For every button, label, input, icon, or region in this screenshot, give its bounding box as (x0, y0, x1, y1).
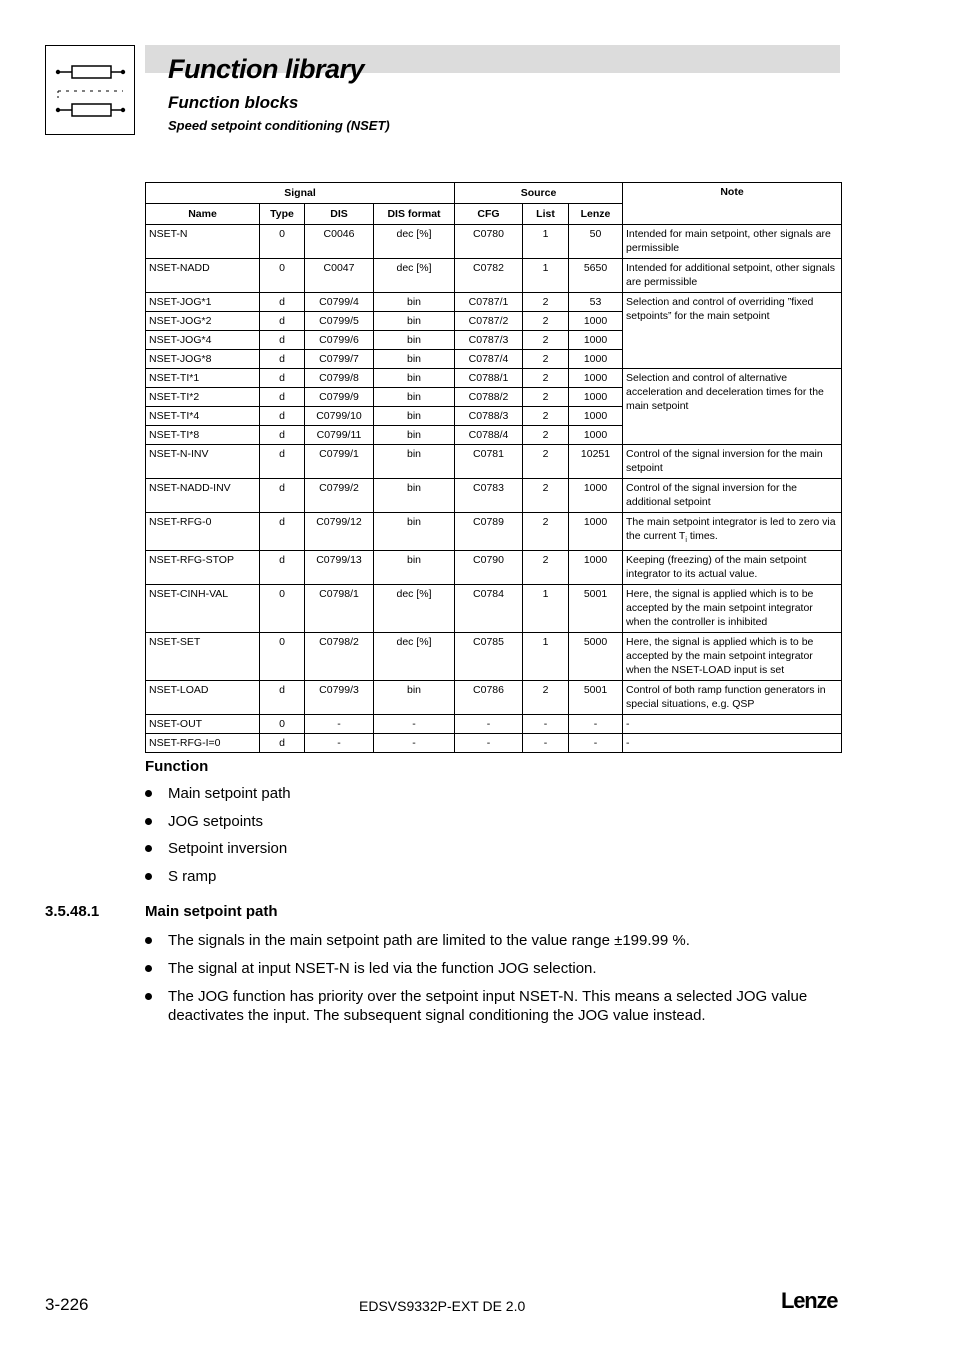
function-heading: Function (145, 758, 209, 775)
cell-list: 2 (523, 331, 569, 350)
main-setpoint-list (145, 931, 815, 1025)
cell-name: NSET-N (146, 225, 260, 259)
header-type: Type (260, 204, 305, 225)
cell-type: d (260, 369, 305, 388)
cell-type: d (260, 479, 305, 513)
table-row (146, 715, 842, 734)
document-id: EDSVS9332P-EXT DE 2.0 (359, 1298, 526, 1314)
header-dis-format: DIS format (374, 204, 455, 225)
header-list: List (523, 204, 569, 225)
cell-dis-format: bin (374, 445, 455, 479)
table-row (146, 369, 842, 388)
cell-note (623, 513, 842, 551)
cell-dis: C0799/4 (305, 293, 374, 312)
cell-list: 2 (523, 445, 569, 479)
cell-list: 2 (523, 681, 569, 715)
cell-lenze: 53 (569, 293, 623, 312)
signal-table (145, 182, 842, 753)
cell-type: d (260, 331, 305, 350)
list-item-text: S ramp (168, 867, 217, 885)
cell-cfg: C0780 (455, 225, 523, 259)
cell-list: 1 (523, 585, 569, 633)
cell-cfg: - (455, 715, 523, 734)
cell-lenze: - (569, 734, 623, 753)
cell-dis: C0799/10 (305, 407, 374, 426)
cell-note: Here, the signal is applied which is to be accepted by the main setpoint integrator when the controller is inhibited (623, 585, 842, 633)
main-setpoint-heading: Main setpoint path (145, 903, 278, 920)
cell-dis-format: bin (374, 312, 455, 331)
cell-list: 2 (523, 551, 569, 585)
cell-dis: C0799/11 (305, 426, 374, 445)
header-lenze: Lenze (569, 204, 623, 225)
cell-dis: C0799/6 (305, 331, 374, 350)
cell-lenze: 5001 (569, 681, 623, 715)
cell-dis-format: bin (374, 479, 455, 513)
list-item (145, 812, 291, 831)
cell-dis: C0799/3 (305, 681, 374, 715)
cell-list: - (523, 734, 569, 753)
table-row (146, 551, 842, 585)
cell-dis-format: bin (374, 369, 455, 388)
cell-list: 2 (523, 513, 569, 551)
header-name: Name (146, 204, 260, 225)
note-text-end: times. (686, 530, 718, 542)
cell-list: - (523, 715, 569, 734)
cell-name: NSET-NADD (146, 259, 260, 293)
brand-logo: Lenze (781, 1288, 838, 1313)
cell-dis: C0799/1 (305, 445, 374, 479)
cell-lenze: - (569, 715, 623, 734)
list-item-text: The signal at input NSET-N is led via the function JOG selection. (168, 960, 597, 977)
cell-type: 0 (260, 225, 305, 259)
cell-dis: C0799/12 (305, 513, 374, 551)
bullet-icon (145, 965, 152, 972)
cell-name: NSET-LOAD (146, 681, 260, 715)
header-note: Note (623, 183, 842, 225)
cell-name: NSET-OUT (146, 715, 260, 734)
cell-name: NSET-JOG*2 (146, 312, 260, 331)
cell-cfg: C0787/1 (455, 293, 523, 312)
cell-dis: C0799/7 (305, 350, 374, 369)
cell-lenze: 1000 (569, 312, 623, 331)
list-item-text: Main setpoint path (168, 785, 291, 802)
table-row (146, 513, 842, 551)
section-number: 3.5.48.1 (45, 903, 100, 920)
cell-dis-format: - (374, 715, 455, 734)
cell-list: 1 (523, 225, 569, 259)
cell-name: NSET-SET (146, 633, 260, 681)
cell-note: Control of the signal inversion for the main setpoint (623, 445, 842, 479)
note-subscript: i (685, 537, 687, 545)
cell-type: d (260, 388, 305, 407)
cell-note: Here, the signal is applied which is to be accepted by the main setpoint integrator when the NSET-LOAD input is set (623, 633, 842, 681)
cell-type: d (260, 734, 305, 753)
cell-dis: C0799/2 (305, 479, 374, 513)
cell-lenze: 1000 (569, 407, 623, 426)
cell-type: 0 (260, 715, 305, 734)
list-item (145, 867, 291, 886)
cell-note: Selection and control of alternative acceleration and deceleration times for the main setpoint (623, 369, 842, 445)
cell-note: Intended for main setpoint, other signals are permissible (623, 225, 842, 259)
cell-dis-format: dec [%] (374, 225, 455, 259)
bullet-icon (145, 790, 152, 797)
bullet-icon (145, 993, 152, 1000)
cell-lenze: 1000 (569, 331, 623, 350)
cell-cfg: C0787/3 (455, 331, 523, 350)
cell-type: d (260, 681, 305, 715)
cell-dis-format: - (374, 734, 455, 753)
page-title: Function library (168, 54, 365, 84)
cell-note: Control of both ramp function generators in special situations, e.g. QSP (623, 681, 842, 715)
cell-name: NSET-CINH-VAL (146, 585, 260, 633)
cell-name: NSET-JOG*8 (146, 350, 260, 369)
cell-dis-format: bin (374, 293, 455, 312)
cell-dis-format: dec [%] (374, 585, 455, 633)
cell-dis-format: bin (374, 551, 455, 585)
cell-dis-format: bin (374, 426, 455, 445)
list-item-text: Setpoint inversion (168, 840, 288, 857)
cell-list: 2 (523, 426, 569, 445)
list-item-text: The signals in the main setpoint path are limited to the value range ±199.99 %. (168, 932, 690, 949)
cell-lenze: 10251 (569, 445, 623, 479)
cell-name: NSET-JOG*1 (146, 293, 260, 312)
list-item (145, 839, 291, 858)
cell-cfg: C0787/4 (455, 350, 523, 369)
cell-name: NSET-NADD-INV (146, 479, 260, 513)
cell-name: NSET-TI*4 (146, 407, 260, 426)
list-item (145, 987, 815, 1025)
table-row (146, 585, 842, 633)
cell-cfg: C0788/3 (455, 407, 523, 426)
cell-cfg: C0789 (455, 513, 523, 551)
table-row (146, 293, 842, 312)
table-row (146, 259, 842, 293)
table-row (146, 225, 842, 259)
cell-note: - (623, 715, 842, 734)
cell-name: NSET-TI*2 (146, 388, 260, 407)
cell-cfg: C0784 (455, 585, 523, 633)
function-block-logo (45, 45, 135, 135)
page-number: 3-226 (45, 1295, 89, 1314)
cell-dis: C0046 (305, 225, 374, 259)
cell-type: d (260, 350, 305, 369)
cell-dis-format: bin (374, 681, 455, 715)
header-cfg: CFG (455, 204, 523, 225)
cell-dis: C0798/2 (305, 633, 374, 681)
cell-list: 2 (523, 479, 569, 513)
bullet-icon (145, 937, 152, 944)
cell-name: NSET-TI*1 (146, 369, 260, 388)
table-row (146, 445, 842, 479)
table-row (146, 633, 842, 681)
table-row (146, 681, 842, 715)
bullet-icon (145, 818, 152, 825)
cell-list: 1 (523, 259, 569, 293)
cell-lenze: 1000 (569, 388, 623, 407)
cell-note: - (623, 734, 842, 753)
cell-cfg: - (455, 734, 523, 753)
cell-name: NSET-JOG*4 (146, 331, 260, 350)
cell-type: d (260, 551, 305, 585)
cell-dis-format: dec [%] (374, 633, 455, 681)
cell-cfg: C0786 (455, 681, 523, 715)
table-row (146, 734, 842, 753)
cell-note: Intended for additional setpoint, other signals are permissible (623, 259, 842, 293)
list-item (145, 959, 815, 978)
cell-dis-format: bin (374, 513, 455, 551)
cell-dis: C0799/9 (305, 388, 374, 407)
cell-lenze: 1000 (569, 426, 623, 445)
cell-cfg: C0788/2 (455, 388, 523, 407)
cell-dis-format: bin (374, 407, 455, 426)
cell-cfg: C0788/4 (455, 426, 523, 445)
cell-type: d (260, 293, 305, 312)
cell-dis-format: bin (374, 350, 455, 369)
cell-cfg: C0781 (455, 445, 523, 479)
list-item-text: The JOG function has priority over the setpoint input NSET-N. This means a selected JOG value deactivates the input. The subsequent signal conditioning the JOG value instead. (168, 988, 808, 1024)
cell-list: 2 (523, 350, 569, 369)
cell-type: 0 (260, 259, 305, 293)
cell-name: NSET-N-INV (146, 445, 260, 479)
list-item (145, 931, 815, 950)
list-item (145, 784, 291, 803)
cell-lenze: 1000 (569, 551, 623, 585)
cell-lenze: 1000 (569, 479, 623, 513)
function-block-icon (46, 46, 134, 134)
cell-dis: C0047 (305, 259, 374, 293)
cell-lenze: 5001 (569, 585, 623, 633)
list-item-text: JOG setpoints (168, 812, 264, 830)
cell-list: 2 (523, 388, 569, 407)
section-title: Speed setpoint conditioning (NSET) (168, 118, 390, 133)
cell-name: NSET-RFG-STOP (146, 551, 260, 585)
cell-note: Keeping (freezing) of the main setpoint integrator to its actual value. (623, 551, 842, 585)
cell-dis: - (305, 734, 374, 753)
cell-cfg: C0782 (455, 259, 523, 293)
cell-dis: C0799/5 (305, 312, 374, 331)
cell-dis-format: bin (374, 331, 455, 350)
cell-cfg: C0787/2 (455, 312, 523, 331)
cell-lenze: 1000 (569, 350, 623, 369)
cell-dis: C0799/8 (305, 369, 374, 388)
cell-list: 2 (523, 293, 569, 312)
cell-type: d (260, 426, 305, 445)
note-text: The main setpoint integrator is led to zero via the current T (626, 516, 836, 542)
cell-cfg: C0785 (455, 633, 523, 681)
page-subtitle: Function blocks (168, 93, 299, 112)
cell-lenze: 5650 (569, 259, 623, 293)
cell-note: Selection and control of overriding ”fixed setpoints” for the main setpoint (623, 293, 842, 369)
bullet-icon (145, 845, 152, 852)
cell-note: Control of the signal inversion for the additional setpoint (623, 479, 842, 513)
cell-lenze: 1000 (569, 369, 623, 388)
cell-cfg: C0788/1 (455, 369, 523, 388)
cell-list: 2 (523, 312, 569, 331)
cell-lenze: 1000 (569, 513, 623, 551)
cell-dis: C0799/13 (305, 551, 374, 585)
header-dis: DIS (305, 204, 374, 225)
cell-dis: - (305, 715, 374, 734)
cell-name: NSET-RFG-I=0 (146, 734, 260, 753)
cell-list: 1 (523, 633, 569, 681)
cell-list: 2 (523, 407, 569, 426)
cell-type: d (260, 407, 305, 426)
bullet-icon (145, 873, 152, 880)
cell-name: NSET-TI*8 (146, 426, 260, 445)
function-list (145, 784, 291, 886)
cell-type: d (260, 445, 305, 479)
header-signal: Signal (146, 183, 455, 204)
cell-dis-format: bin (374, 388, 455, 407)
cell-type: 0 (260, 633, 305, 681)
cell-name: NSET-RFG-0 (146, 513, 260, 551)
cell-dis: C0798/1 (305, 585, 374, 633)
cell-cfg: C0783 (455, 479, 523, 513)
header-source: Source (455, 183, 623, 204)
cell-lenze: 5000 (569, 633, 623, 681)
cell-list: 2 (523, 369, 569, 388)
cell-type: d (260, 513, 305, 551)
table-group-header-row (146, 183, 842, 204)
table-row (146, 479, 842, 513)
cell-cfg: C0790 (455, 551, 523, 585)
cell-type: d (260, 312, 305, 331)
cell-dis-format: dec [%] (374, 259, 455, 293)
cell-lenze: 50 (569, 225, 623, 259)
cell-type: 0 (260, 585, 305, 633)
